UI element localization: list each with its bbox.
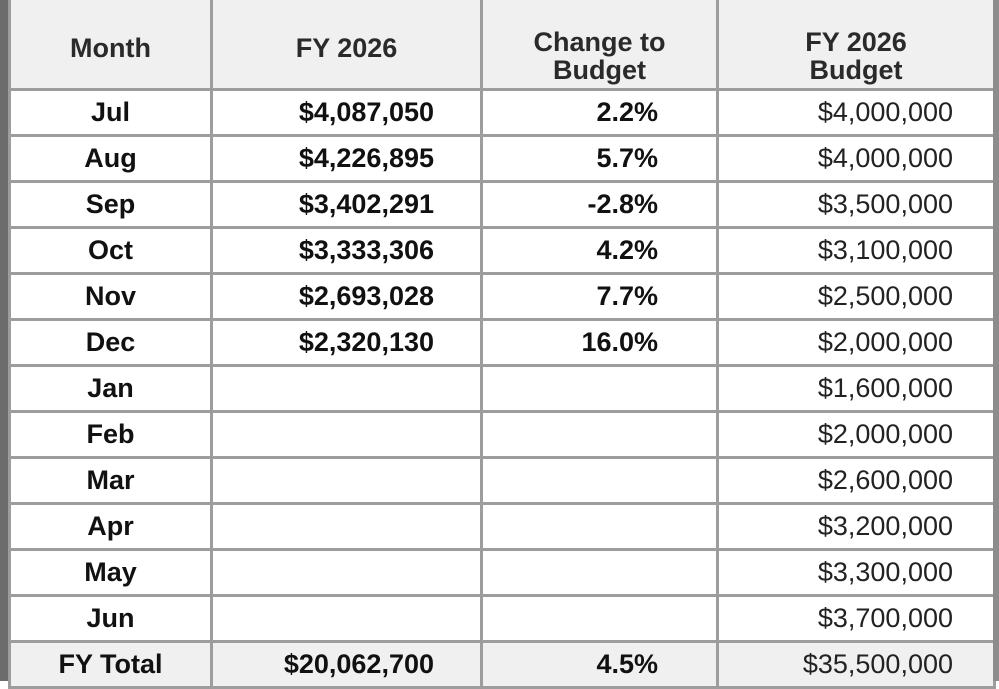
table-row	[10, 90, 995, 136]
month-cell: Dec	[10, 320, 212, 366]
table-row	[10, 550, 995, 596]
change-cell	[482, 596, 718, 642]
header-budget	[718, 0, 995, 90]
change-cell	[482, 412, 718, 458]
header-change-to-budget	[482, 0, 718, 90]
change-cell: 7.7%	[482, 274, 718, 320]
total-budget: $35,500,000	[718, 642, 995, 688]
month-cell: Aug	[10, 136, 212, 182]
actual-cell: $2,320,130	[212, 320, 482, 366]
budget-cell: $3,200,000	[718, 504, 995, 550]
table-row	[10, 136, 995, 182]
actual-cell: $4,226,895	[212, 136, 482, 182]
table-row	[10, 458, 995, 504]
actual-cell	[212, 504, 482, 550]
month-cell: Apr	[10, 504, 212, 550]
right-border	[993, 0, 999, 681]
actual-cell: $3,402,291	[212, 182, 482, 228]
change-cell	[482, 458, 718, 504]
change-cell	[482, 504, 718, 550]
header-month: Month	[10, 0, 212, 90]
budget-cell: $2,600,000	[718, 458, 995, 504]
header-change-line2: Budget	[553, 55, 646, 85]
header-change-line1: Change to	[533, 27, 666, 57]
change-cell	[482, 366, 718, 412]
change-cell: 2.2%	[482, 90, 718, 136]
month-cell: Feb	[10, 412, 212, 458]
change-cell: 4.2%	[482, 228, 718, 274]
budget-cell: $3,700,000	[718, 596, 995, 642]
left-border	[0, 0, 8, 681]
table-row	[10, 596, 995, 642]
total-change: 4.5%	[482, 642, 718, 688]
change-cell: 5.7%	[482, 136, 718, 182]
month-cell: May	[10, 550, 212, 596]
month-cell: Jul	[10, 90, 212, 136]
total-actual: $20,062,700	[212, 642, 482, 688]
table-row	[10, 182, 995, 228]
month-cell: Jun	[10, 596, 212, 642]
actual-cell	[212, 596, 482, 642]
total-label: FY Total	[10, 642, 212, 688]
change-cell: 16.0%	[482, 320, 718, 366]
month-cell: Nov	[10, 274, 212, 320]
table-row	[10, 320, 995, 366]
month-cell: Sep	[10, 182, 212, 228]
actual-cell	[212, 550, 482, 596]
change-cell: -2.8%	[482, 182, 718, 228]
header-fy-actual: FY 2026	[212, 0, 482, 90]
budget-cell: $2,500,000	[718, 274, 995, 320]
actual-cell: $3,333,306	[212, 228, 482, 274]
table-row	[10, 274, 995, 320]
table-row	[10, 366, 995, 412]
budget-cell: $1,600,000	[718, 366, 995, 412]
budget-cell: $2,000,000	[718, 412, 995, 458]
actual-cell	[212, 412, 482, 458]
budget-cell: $3,500,000	[718, 182, 995, 228]
table-row	[10, 504, 995, 550]
change-cell	[482, 550, 718, 596]
table-row	[10, 228, 995, 274]
budget-cell: $4,000,000	[718, 136, 995, 182]
header-budget-line2: Budget	[809, 55, 903, 85]
header-row	[10, 0, 995, 90]
actual-cell	[212, 366, 482, 412]
actual-cell: $2,693,028	[212, 274, 482, 320]
header-budget-line1: FY 2026	[805, 27, 907, 57]
fy-revenue-table	[8, 0, 996, 689]
budget-cell: $4,000,000	[718, 90, 995, 136]
table-row	[10, 412, 995, 458]
budget-cell: $3,300,000	[718, 550, 995, 596]
month-cell: Mar	[10, 458, 212, 504]
month-cell: Jan	[10, 366, 212, 412]
actual-cell	[212, 458, 482, 504]
budget-cell: $2,000,000	[718, 320, 995, 366]
budget-cell: $3,100,000	[718, 228, 995, 274]
month-cell: Oct	[10, 228, 212, 274]
actual-cell: $4,087,050	[212, 90, 482, 136]
